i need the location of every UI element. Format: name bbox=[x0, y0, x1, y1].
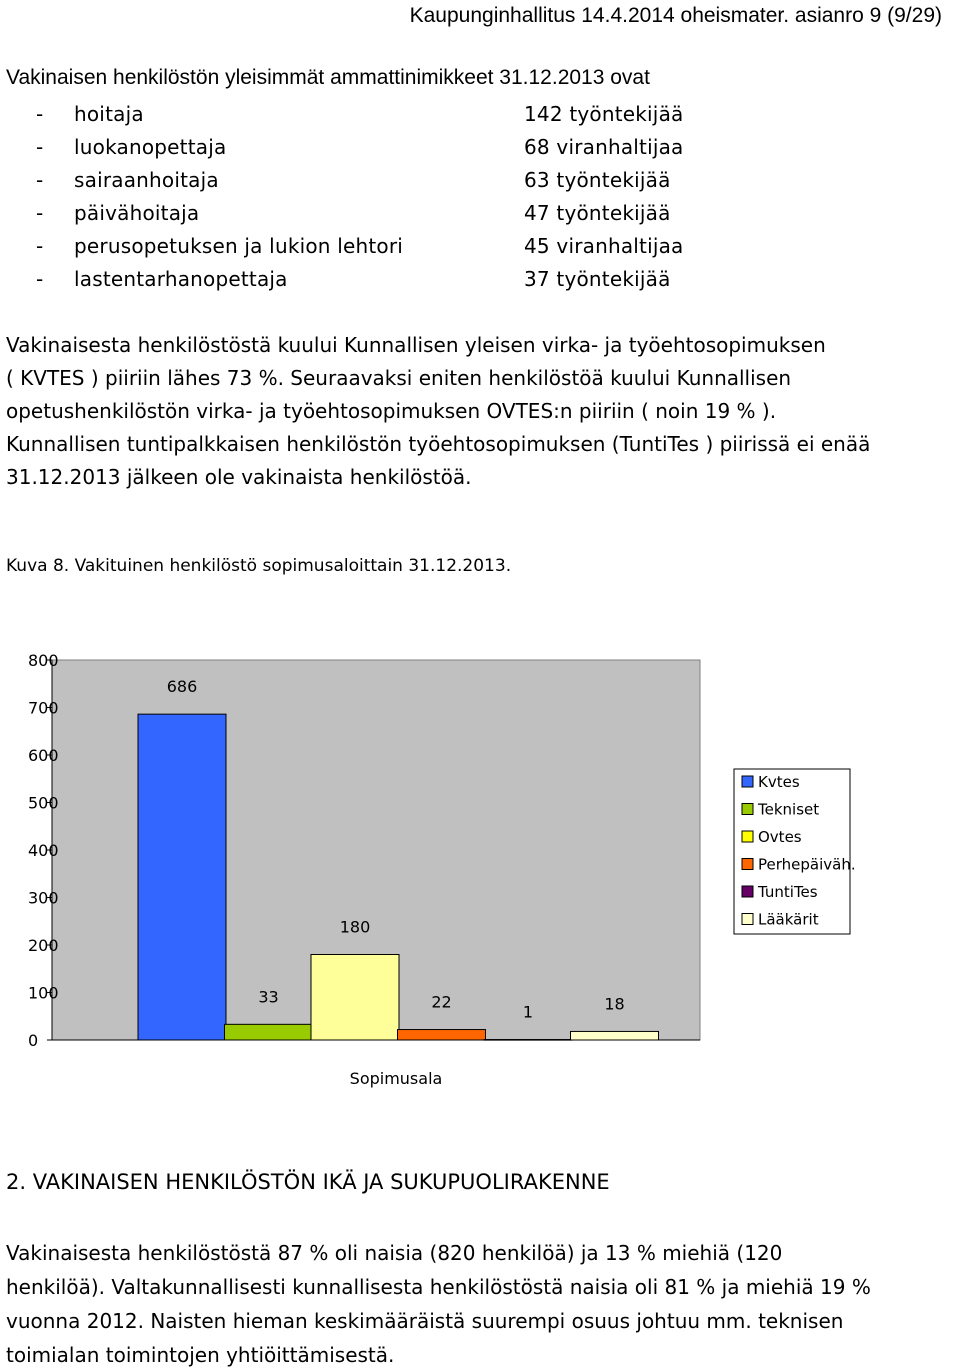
y-tick-label: 500 bbox=[28, 793, 59, 813]
paragraph-line: opetushenkilöstön virka- ja työehtosopimuksen OVTES:n piiriin ( noin 19 % ). bbox=[6, 399, 777, 423]
legend-swatch bbox=[742, 776, 753, 787]
occupation-count: 45 viranhaltijaa bbox=[524, 234, 684, 258]
bar-kvtes bbox=[138, 714, 226, 1040]
list-dash: - bbox=[36, 201, 44, 225]
list-dash: - bbox=[36, 168, 44, 192]
y-tick-label: 300 bbox=[28, 888, 59, 908]
bar-data-label: 18 bbox=[604, 994, 625, 1014]
paragraph-line: ( KVTES ) piiriin lähes 73 %. Seuraavaksi eniten henkilöstöä kuului Kunnallisen bbox=[6, 366, 792, 390]
paragraph-line: vuonna 2012. Naisten hieman keskimääräistä suurempi osuus johtuu mm. teknisen bbox=[6, 1309, 844, 1333]
agreement-paragraph bbox=[6, 329, 954, 494]
figure-caption: Kuva 8. Vakituinen henkilöstö sopimusaloittain 31.12.2013. bbox=[6, 556, 512, 576]
occupation-item bbox=[6, 168, 906, 198]
bar-data-label: 22 bbox=[431, 992, 452, 1012]
document-header: Kaupunginhallitus 14.4.2014 oheismater. asianro 9 (9/29) bbox=[409, 4, 942, 27]
legend-box bbox=[734, 769, 850, 934]
bar-tekniset bbox=[225, 1024, 313, 1040]
paragraph-line: Kunnallisen tuntipalkkaisen henkilöstön työehtosopimuksen (TuntiTes ) piirissä ei enää bbox=[6, 432, 871, 456]
occupation-name: hoitaja bbox=[74, 102, 144, 126]
y-tick-label: 100 bbox=[28, 983, 59, 1003]
paragraph-line: toimialan toimintojen yhtiöittämisestä. bbox=[6, 1343, 395, 1367]
y-tick-label: 400 bbox=[28, 841, 59, 860]
bar-l-k-rit bbox=[571, 1031, 659, 1040]
y-tick-label: 600 bbox=[28, 746, 59, 765]
bar-chart bbox=[0, 640, 960, 1100]
occupation-name: lastentarhanopettaja bbox=[74, 267, 288, 291]
chart-svg bbox=[0, 640, 960, 1100]
occupation-name: perusopetuksen ja lukion lehtori bbox=[74, 234, 404, 258]
occupation-item bbox=[6, 267, 906, 297]
occupation-name: sairaanhoitaja bbox=[74, 168, 219, 192]
list-dash: - bbox=[36, 267, 44, 291]
occupations-intro: Vakinaisen henkilöstön yleisimmät ammattinimikkeet 31.12.2013 ovat bbox=[6, 66, 650, 89]
legend-swatch bbox=[742, 914, 753, 925]
legend-swatch bbox=[742, 831, 753, 842]
bar-data-label: 1 bbox=[522, 1002, 534, 1022]
occupation-count: 63 työntekijää bbox=[524, 168, 671, 192]
legend-swatch bbox=[742, 859, 753, 870]
occupation-item bbox=[6, 135, 906, 165]
legend-label: Ovtes bbox=[758, 828, 802, 846]
paragraph-line: 31.12.2013 jälkeen ole vakinaista henkilöstöä. bbox=[6, 465, 472, 489]
list-dash: - bbox=[36, 234, 44, 258]
occupation-count: 37 työntekijää bbox=[524, 267, 671, 291]
legend-label: Lääkärit bbox=[758, 910, 819, 929]
section-heading: 2. VAKINAISEN HENKILÖSTÖN IKÄ JA SUKUPUOLIRAKENNE bbox=[6, 1170, 610, 1194]
paragraph-line: henkilöä). Valtakunnallisesti kunnallisesta henkilöstöstä naisia oli 81 % ja miehiä 19 % bbox=[6, 1275, 871, 1299]
paragraph-line: Vakinaisesta henkilöstöstä kuului Kunnallisen yleisen virka- ja työehtosopimuksen bbox=[6, 333, 826, 357]
bar-perhep-iv-h- bbox=[398, 1030, 486, 1040]
paragraph-line: Vakinaisesta henkilöstöstä 87 % oli naisia (820 henkilöä) ja 13 % miehiä (120 bbox=[6, 1241, 783, 1265]
x-axis-title: Sopimusala bbox=[349, 1069, 443, 1088]
occupation-count: 68 viranhaltijaa bbox=[524, 135, 684, 159]
occupation-name: päivähoitaja bbox=[74, 201, 200, 225]
y-tick-label: 800 bbox=[28, 651, 59, 670]
y-tick-label: 700 bbox=[28, 698, 59, 718]
occupation-item bbox=[6, 201, 906, 231]
y-tick-label: 0 bbox=[28, 1031, 39, 1050]
list-dash: - bbox=[36, 135, 44, 159]
legend-label: Kvtes bbox=[758, 773, 800, 791]
bar-data-label: 686 bbox=[166, 677, 198, 697]
occupation-name: luokanopettaja bbox=[74, 135, 227, 159]
legend-label: Tekniset bbox=[758, 800, 820, 819]
occupation-item bbox=[6, 234, 906, 264]
bar-tuntites bbox=[484, 1040, 572, 1041]
occupation-count: 47 työntekijää bbox=[524, 201, 671, 225]
bar-data-label: 180 bbox=[339, 917, 371, 937]
legend-label: Perhepäiväh. bbox=[758, 855, 856, 874]
legend-swatch bbox=[742, 804, 753, 815]
gender-paragraph bbox=[6, 1236, 954, 1372]
occupation-count: 142 työntekijää bbox=[524, 102, 684, 126]
y-tick-label: 200 bbox=[28, 936, 59, 955]
list-dash: - bbox=[36, 102, 44, 126]
bar-ovtes bbox=[311, 955, 399, 1041]
legend-swatch bbox=[742, 886, 753, 897]
occupation-item bbox=[6, 102, 906, 132]
bar-data-label: 33 bbox=[258, 987, 279, 1007]
legend-label: TuntiTes bbox=[758, 883, 818, 901]
